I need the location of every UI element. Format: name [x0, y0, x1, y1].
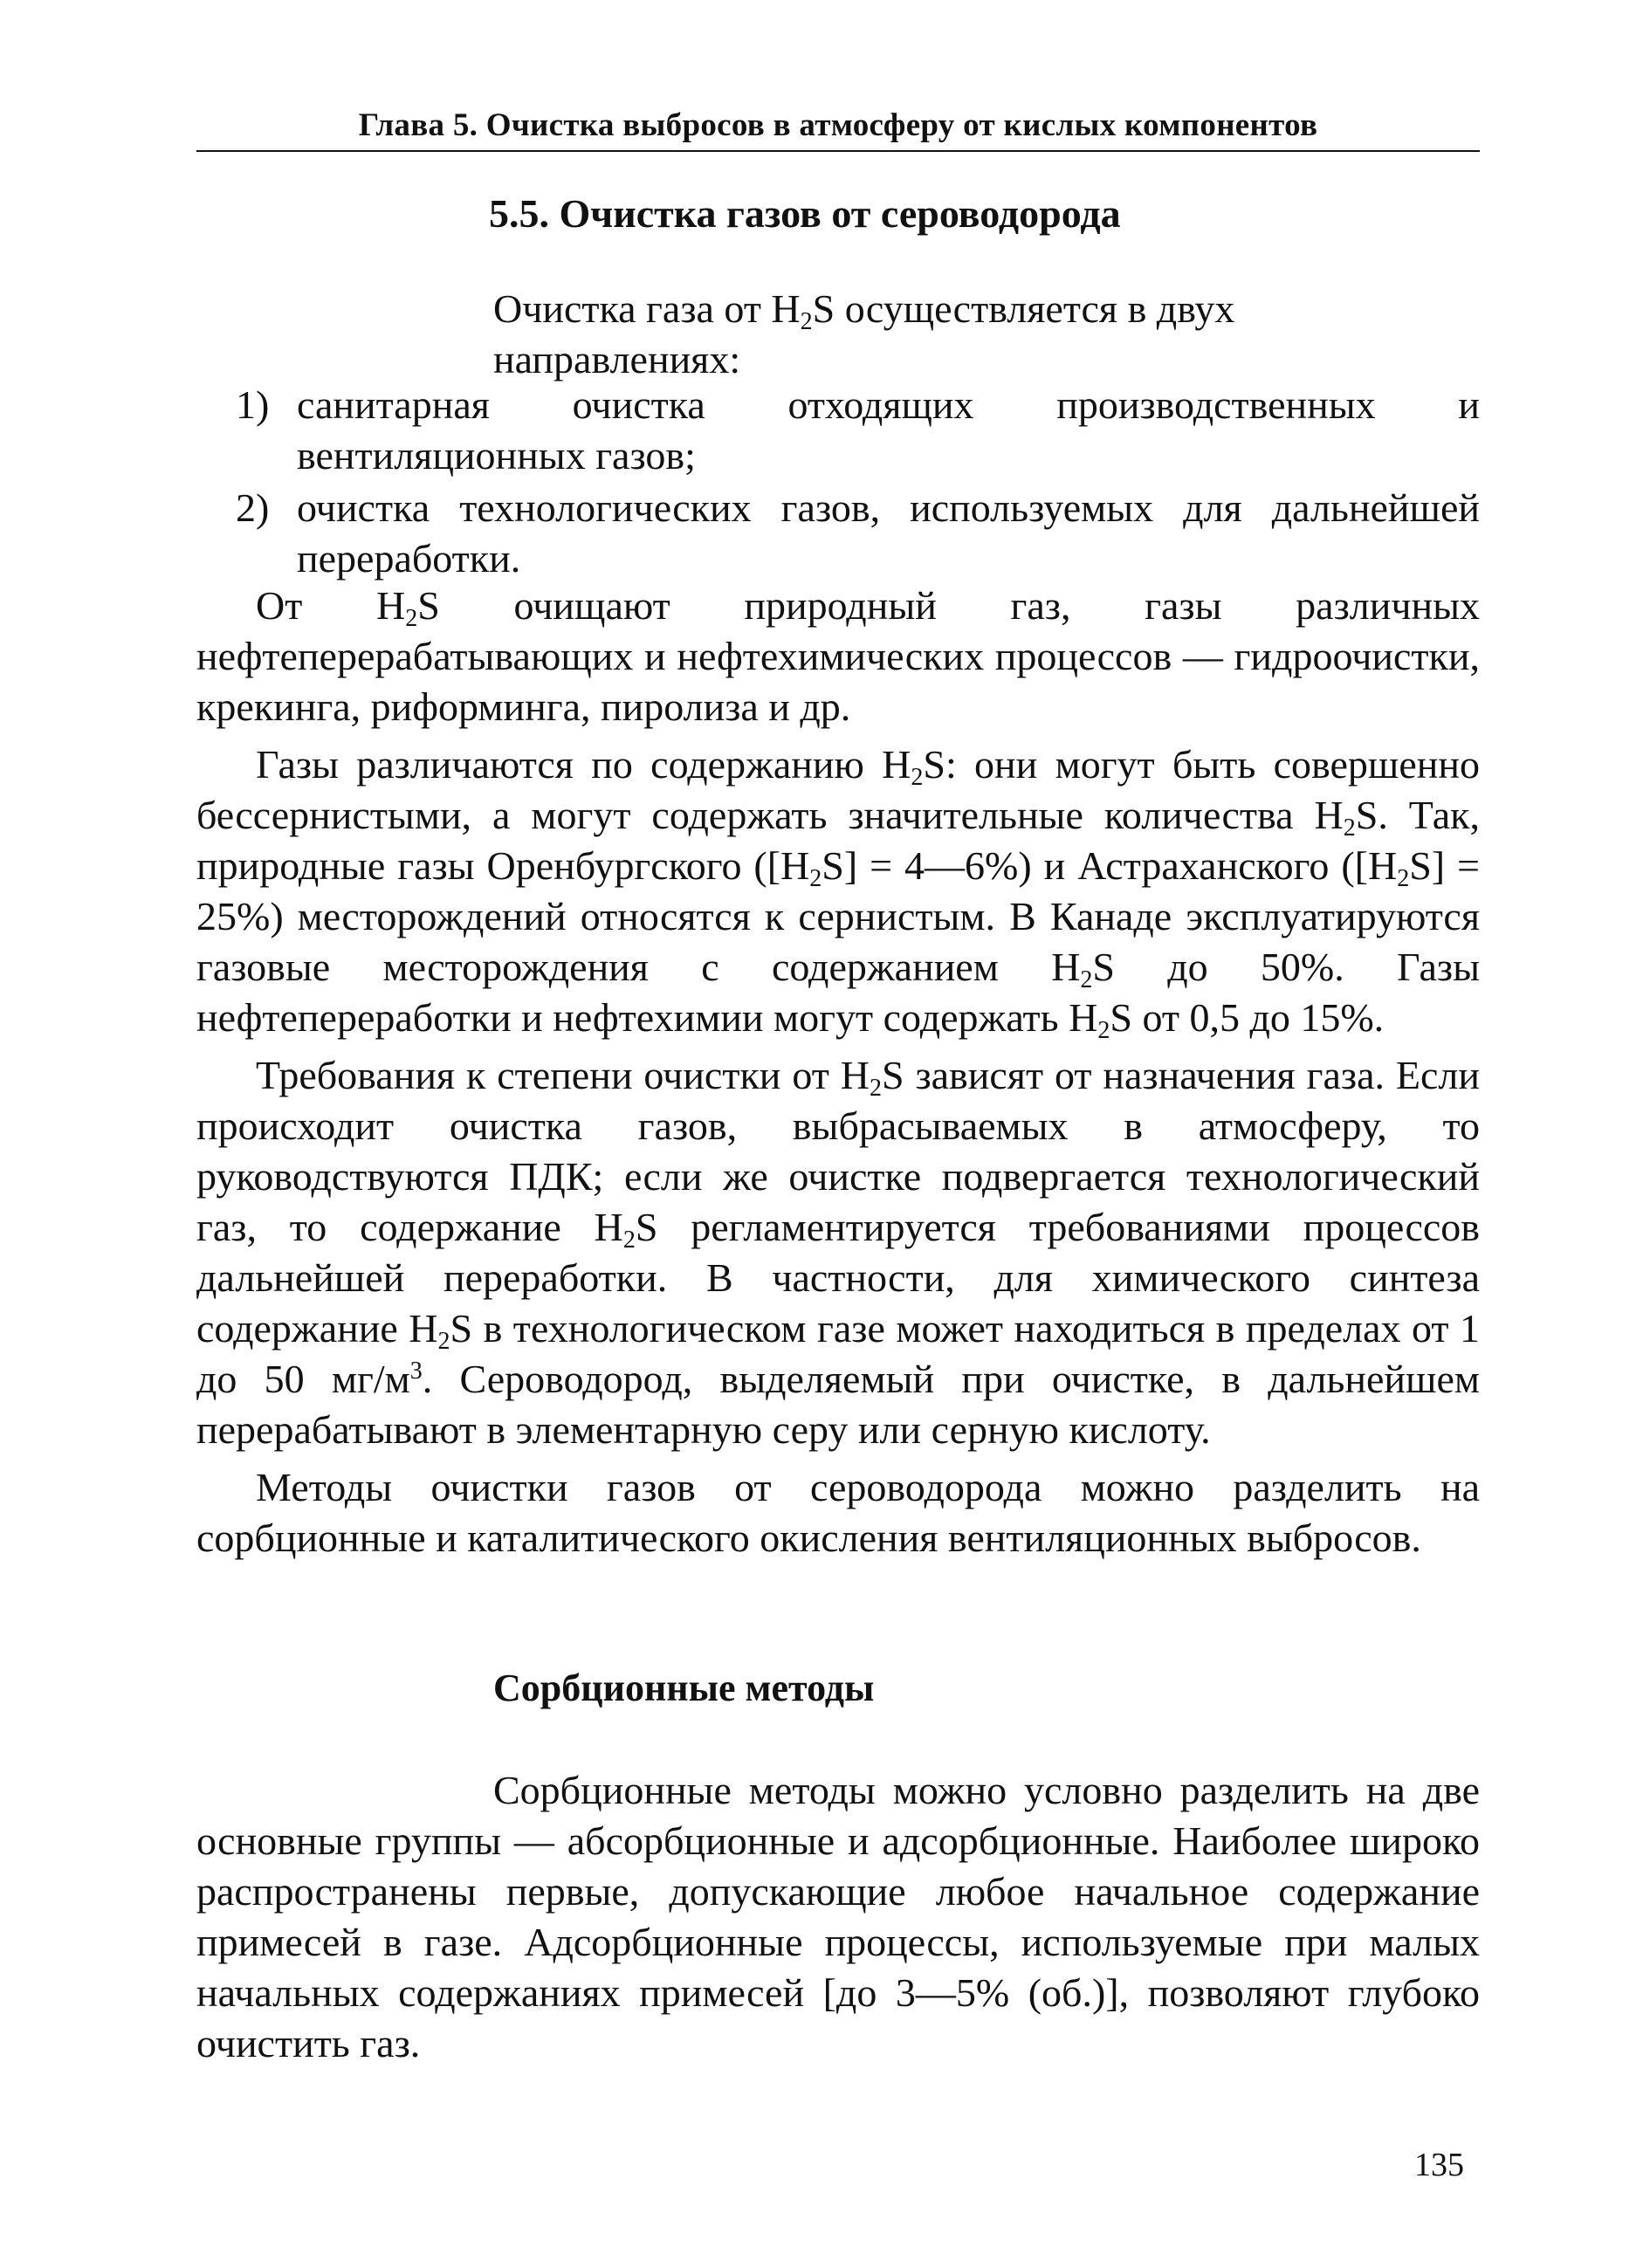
- subscript: 2: [1097, 1017, 1110, 1044]
- text-run: S до 50%. Газы нефтепереработки и нефтехимии могут содержать H: [196, 945, 1480, 1040]
- text-run: S в технологическом газе может находиться в пределах от 1 до 50 мг/м: [196, 1306, 1480, 1401]
- paragraph-h2s-content: [196, 739, 1480, 1043]
- text-run: S очищают природный газ, газы различных нефтеперерабатывающих и нефтехимических процессов — гидроочистки, крекинга, риформинга, пиролиза и др.: [196, 583, 1480, 729]
- subscript: 2: [1397, 865, 1410, 892]
- intro-text-b: S осуществляется в двух направлениях:: [493, 286, 1235, 381]
- subscript: 2: [622, 1227, 636, 1254]
- body-text-block: [196, 581, 1480, 1564]
- paragraph-sorption: Сорбционные методы можно условно разделить на две основные группы — абсорбционные и адсорбционные. Наиболее широко распространены первые, допускающие любое начальное содержание примесей в газе. Адсорбционные процессы, используемые при малых начальных содержаниях примесей [до 3—5% (об.)], позволяют глубоко очистить газ.: [196, 1768, 1480, 2065]
- paragraph-methods: Методы очистки газов от сероводорода можно разделить на сорбционные и каталитического окисления вентиляционных выбросов.: [196, 1465, 1480, 1560]
- text-run: Требования к степени очистки от H: [256, 1053, 870, 1097]
- subscript: 2: [1080, 966, 1093, 993]
- page-number: 135: [1414, 2147, 1464, 2183]
- text-run: . Сероводород, выделяемый при очистке, в дальнейшем перерабатывают в элементарную серу или серную кислоту.: [196, 1357, 1480, 1452]
- section-title: 5.5. Очистка газов от сероводорода: [489, 191, 1121, 236]
- intro-subscript: 2: [800, 308, 813, 335]
- text-run: S регламентируется требованиями процессов дальнейшей переработки. В частности, для химического синтеза содержание H: [196, 1205, 1480, 1350]
- numbered-list: [236, 380, 1480, 586]
- text-run: S] = 4—6%) и Астраханского ([H: [822, 843, 1398, 888]
- text-run: S] = 25%) месторождений относятся к сернистым. В Канаде эксплуатируются газовые месторождения с содержанием H: [196, 843, 1480, 989]
- intro-paragraph: [493, 284, 1480, 385]
- text-run: S: они могут быть совершенно бессернистыми, а могут содержать значительные количества H: [196, 742, 1480, 837]
- running-header: Глава 5. Очистка выбросов в атмосферу от кислых компонентов: [358, 107, 1318, 143]
- list-item-text: санитарная очистка отходящих производственных и вентиляционных газов;: [297, 382, 1480, 478]
- text-run: Газы различаются по содержанию H: [256, 742, 911, 787]
- text-run: S от 0,5 до 15%.: [1110, 995, 1385, 1040]
- list-item-number: 2): [236, 485, 270, 530]
- text-run: От H: [256, 583, 406, 628]
- subsection-title: Сорбционные методы: [493, 1667, 875, 1709]
- text-run: S зависят от назначения газа. Если происходит очистка газов, выбрасываемых в атмосферу, то руководствуются ПДК; если же очистке подвергается технологический газ, то содержание H: [196, 1053, 1480, 1249]
- subscript: 2: [911, 764, 924, 791]
- subscript: 2: [437, 1328, 450, 1355]
- subscript: 2: [869, 1075, 882, 1102]
- subscript: 2: [1343, 814, 1356, 842]
- text-run: S. Так, природные газы Оренбургского ([H: [196, 793, 1480, 888]
- sorption-text-block: [196, 1765, 1480, 2069]
- list-item: [236, 380, 1480, 481]
- intro-text-a: Очистка газа от H: [493, 286, 801, 331]
- paragraph-natural-gas: [196, 581, 1480, 732]
- subscript: 2: [809, 865, 822, 892]
- list-item-text: очистка технологических газов, используемых для дальнейшей переработки.: [297, 485, 1480, 581]
- paragraph-requirements: [196, 1050, 1480, 1455]
- header-rule: [196, 150, 1480, 152]
- subscript: 2: [405, 605, 418, 632]
- superscript: 3: [409, 1357, 423, 1385]
- list-item-number: 1): [236, 382, 270, 427]
- list-item: [236, 483, 1480, 584]
